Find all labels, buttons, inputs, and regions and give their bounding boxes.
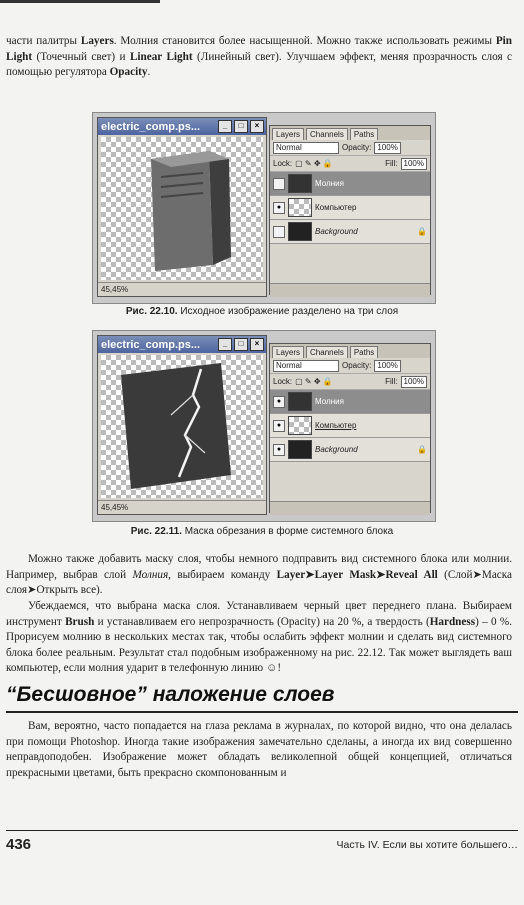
figure-22-11 (92, 330, 436, 522)
lightning-clipped-image (101, 355, 263, 498)
document-status-bar (98, 500, 266, 514)
layer-name: Компьютер (315, 203, 357, 212)
visibility-icon[interactable] (273, 178, 285, 190)
close-icon[interactable]: × (250, 120, 264, 133)
paragraph-3: Убеждаемся, что выбрана маска слоя. Устанавливаем черный цвет переднего плана. Выбираем инструмент Brush и устанавливаем его непрозрачность (Opacity) на 20 %, а твердость (Hardness) – 0 %. Прорисуем молнию в нескольких местах так, чтобы ослабить эффект молнии и сделать вид системного блока более реальным. Результат стал подобным изображенному на рис. 22.12. Так может выглядеть ваш компьютер, если молния ударит в телефонную линию ☺! (6, 600, 513, 674)
lock-icons[interactable]: ▢ ✎ ✥ 🔒 (295, 159, 333, 168)
visibility-icon[interactable] (273, 226, 285, 238)
lock-label: Lock: (273, 159, 293, 168)
layer-thumbnail (288, 392, 312, 411)
zoom-level: 45,45% (101, 503, 129, 512)
layer-lightning[interactable] (270, 172, 430, 196)
tab-paths[interactable]: Paths (350, 128, 378, 140)
opacity-label: Opacity: (342, 361, 372, 370)
layer-thumbnail (288, 440, 312, 459)
layer-name: Background (315, 227, 358, 236)
maximize-icon[interactable]: □ (234, 338, 248, 351)
layer-background[interactable] (270, 220, 430, 244)
document-canvas (101, 355, 263, 498)
palette-bottom-toolbar (270, 283, 430, 297)
tab-channels[interactable]: Channels (306, 346, 348, 358)
layer-computer[interactable] (270, 196, 430, 220)
document-window (97, 335, 267, 515)
fill-label: Fill: (385, 377, 398, 386)
palette-tabs (270, 344, 430, 358)
figure-22-10 (92, 112, 436, 304)
document-title: electric_comp.ps... (101, 120, 201, 133)
tab-channels[interactable]: Channels (306, 128, 348, 140)
lock-icons[interactable]: ▢ ✎ ✥ 🔒 (295, 377, 333, 386)
layer-name: Background (315, 445, 358, 454)
layer-background[interactable] (270, 438, 430, 462)
tab-layers[interactable]: Layers (272, 346, 304, 358)
lock-row (270, 374, 430, 390)
blend-mode-select[interactable]: Normal (273, 142, 339, 154)
maximize-icon[interactable]: □ (234, 120, 248, 133)
layers-palette (269, 343, 431, 513)
lock-icon: 🔒 (417, 445, 427, 454)
figure-caption-2: Рис. 22.11. Маска обрезания в форме системного блока (130, 526, 394, 537)
opacity-field[interactable]: 100% (374, 142, 400, 154)
minimize-icon[interactable]: _ (218, 120, 232, 133)
layer-thumbnail (288, 198, 312, 217)
document-canvas (101, 137, 263, 280)
tab-layers[interactable]: Layers (272, 128, 304, 140)
document-status-bar (98, 282, 266, 296)
lock-icon: 🔒 (417, 227, 427, 236)
layer-thumbnail (288, 416, 312, 435)
paragraph-2: Можно также добавить маску слоя, чтобы немного подправить вид системного блока или молнии. Например, выбрав слой Молния, выбираем команду Layer➤Layer Mask➤Reveal All (Слой➤Маска слоя➤Открыть все). (6, 553, 512, 596)
palette-bottom-toolbar (270, 501, 430, 515)
fill-field[interactable]: 100% (401, 158, 427, 170)
document-title: electric_comp.ps... (101, 338, 201, 351)
close-icon[interactable]: × (250, 338, 264, 351)
document-titlebar (98, 336, 266, 353)
tab-paths[interactable]: Paths (350, 346, 378, 358)
zoom-level: 45,45% (101, 285, 129, 294)
layer-thumbnail (288, 222, 312, 241)
figure-caption-1: Рис. 22.10. Исходное изображение разделено на три слоя (125, 306, 399, 317)
computer-case-image (101, 137, 263, 280)
layer-lightning[interactable] (270, 390, 430, 414)
paragraph-4: Вам, вероятно, часто попадается на глаза реклама в журналах, по которой видно, что она делалась при помощи Photoshop. Иногда такие изображения замечательно сделаны, а иногда их вид совершенно неправдоподобен. Изображение может обладать великолепной общей концепцией, отличаться прекрасными цветами, быть прекрасно скомпонованным и (6, 720, 512, 779)
blend-row (270, 358, 430, 374)
lock-row (270, 156, 430, 172)
visibility-icon[interactable]: ● (273, 420, 285, 432)
opacity-label: Opacity: (342, 143, 372, 152)
layers-palette (269, 125, 431, 295)
footer-rule (6, 830, 518, 831)
fill-field[interactable]: 100% (401, 376, 427, 388)
visibility-icon[interactable]: ● (273, 202, 285, 214)
lock-label: Lock: (273, 377, 293, 386)
visibility-icon[interactable]: ● (273, 444, 285, 456)
layer-computer[interactable] (270, 414, 430, 438)
document-titlebar (98, 118, 266, 135)
visibility-icon[interactable]: ● (273, 396, 285, 408)
layer-thumbnail (288, 174, 312, 193)
fill-label: Fill: (385, 159, 398, 168)
minimize-icon[interactable]: _ (218, 338, 232, 351)
page-number: 436 (6, 836, 32, 853)
heading-rule (6, 711, 518, 713)
palette-tabs (270, 126, 430, 140)
blend-mode-select[interactable]: Normal (273, 360, 339, 372)
blend-row (270, 140, 430, 156)
layer-name: Компьютер (315, 421, 357, 430)
opacity-field[interactable]: 100% (374, 360, 400, 372)
document-window (97, 117, 267, 297)
running-title: Часть IV. Если вы хотите большего… (336, 839, 518, 851)
layer-name: Молния (315, 397, 344, 406)
top-rule (0, 0, 160, 3)
section-heading: “Бесшовное” наложение слоев (6, 683, 335, 706)
paragraph-1: части палитры Layers. Молния становится более насыщенной. Можно также использовать режимы Pin Light (Точечный свет) и Linear Light (Линейный свет). Улучшаем эффект, меняя прозрачность слоя с помощью регулятора Opacity. (6, 35, 512, 78)
layer-name: Молния (315, 179, 344, 188)
